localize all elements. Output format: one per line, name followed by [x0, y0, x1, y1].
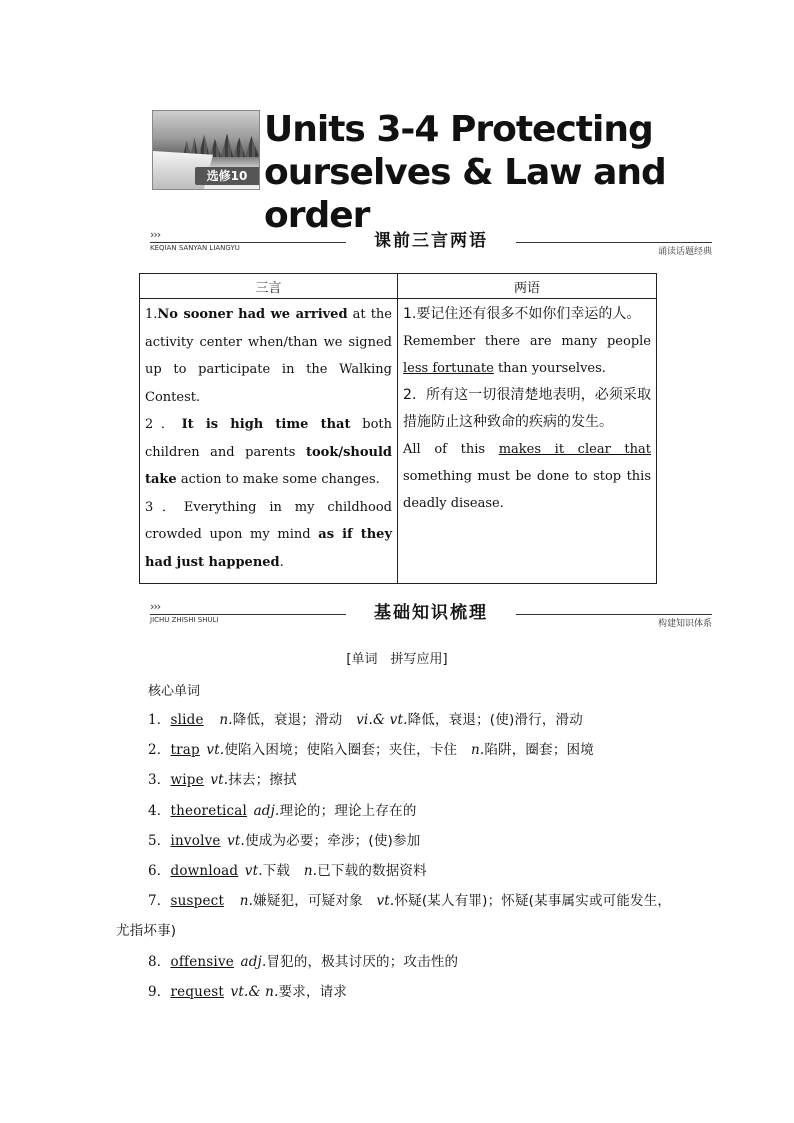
arrows-icon: ››› [150, 600, 161, 613]
forest-illustration [183, 129, 259, 157]
divider [150, 242, 346, 243]
divider [516, 242, 712, 243]
list-item: 7．suspect n.嫌疑犯，可疑对象 vt.怀疑(某人有罪)；怀疑(某事属实或可能发生，尤指坏事) [116, 893, 672, 940]
sentence-3: 3．Everything in my childhood crowded upon my mind as if they had just happened. [145, 499, 392, 570]
list-item: 2．trap vt.使陷入困境；使陷入圈套；夹住，卡住 n.陷阱，圈套；困境 [148, 742, 594, 759]
divider [516, 614, 712, 615]
vocab-title: [单词 拼写应用] [346, 652, 448, 667]
list-item: 9．request vt.& n.要求，请求 [148, 983, 348, 1000]
unit-title-line1: Units 3-4 Protecting [264, 109, 653, 150]
section-bar-keqian [148, 226, 714, 256]
section-pinyin: KEQIAN SANYAN LIANGYU [150, 244, 240, 252]
unit-title [264, 108, 734, 237]
list-item: 4．theoretical adj.理论的；理论上存在的 [148, 802, 417, 819]
sentence-2: 2．It is high time that both children and parents took/should take action to make some changes. [145, 417, 392, 487]
section-subtitle: 构建知识体系 [657, 619, 712, 629]
divider [150, 614, 346, 615]
section-subtitle: 诵读话题经典 [657, 247, 712, 257]
list-item: 5．involve vt.使成为必要；牵涉；(使)参加 [148, 832, 421, 849]
phrases-table [139, 273, 657, 584]
vocab-list [116, 705, 676, 1007]
table-header-liangyu: 两语 [398, 274, 657, 299]
liangyu-cell [398, 299, 657, 584]
list-item: 3．wipe vt.抹去；擦拭 [148, 772, 297, 789]
sentence-1: 1.No sooner had we arrived at the activity center when/than we signed up to participate in the Walking Contest. [145, 307, 392, 405]
section-title: 基础知识梳理 [374, 603, 488, 623]
sanyan-cell [140, 299, 398, 584]
unit-banner-image [152, 110, 260, 190]
table-header-sanyan: 三言 [140, 274, 398, 299]
sentence-2-en: All of this makes it clear that something must be done to stop this deadly disease. [403, 442, 651, 511]
book-badge: 选修10 [195, 167, 259, 185]
section-bar-jichu [148, 598, 714, 628]
sentence-1-en: Remember there are many people less fortunate than yourselves. [403, 334, 651, 376]
sentence-2-cn: 2．所有这一切很清楚地表明，必须采取措施防止这种致命的疾病的发生。 [403, 387, 651, 430]
section-pinyin: JICHU ZHISHI SHULI [150, 616, 219, 624]
list-item: 8．offensive adj.冒犯的，极其讨厌的；攻击性的 [148, 953, 459, 970]
list-item: 6．download vt.下载 n.已下载的数据资料 [148, 863, 427, 880]
unit-title-line2: ourselves & Law and order [264, 152, 666, 236]
list-item: 1．slide n.降低，衰退；滑动 vi.& vt.降低，衰退；(使)滑行，滑动 [148, 712, 583, 728]
arrows-icon: ››› [150, 228, 161, 241]
section-title: 课前三言两语 [374, 231, 488, 251]
core-words-heading: 核心单词 [148, 684, 201, 699]
sentence-1-cn: 1.要记住还有很多不如你们幸运的人。 [403, 306, 641, 322]
